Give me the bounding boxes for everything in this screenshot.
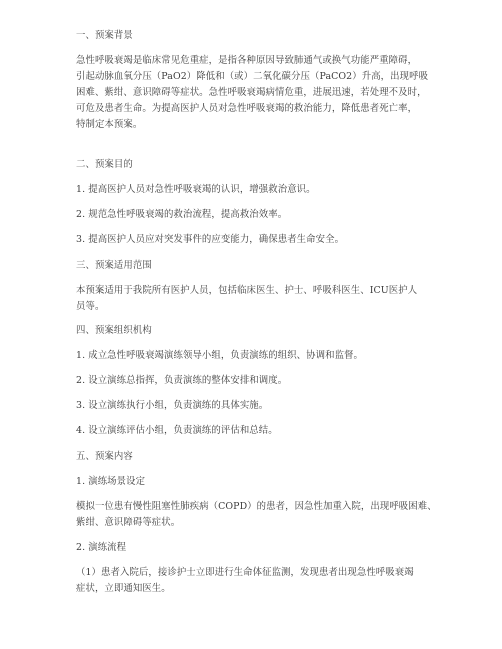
- section-heading-organization: 四、预案组织机构: [76, 325, 152, 336]
- purpose-item: 2. 规范急性呼吸衰竭的救治流程，提高救治效率。: [76, 209, 288, 220]
- paragraph-line: 员等。: [76, 301, 105, 312]
- organization-item: 4. 设立演练评估小组，负责演练的评估和总结。: [76, 425, 278, 436]
- section-heading-scope: 三、预案适用范围: [76, 260, 152, 271]
- paragraph-line: 引起动脉血氧分压（PaO2）降低和（或）二氧化碳分压（PaCO2）升高，出现呼吸: [76, 71, 429, 82]
- section-heading-background: 一、预案背景: [76, 30, 133, 41]
- background-paragraph: [76, 53, 428, 133]
- section-heading-purpose: 二、预案目的: [76, 159, 133, 170]
- paragraph-line: 症状，立即通知医生。: [76, 583, 171, 594]
- content-subheading-flow: 2. 演练流程: [76, 542, 127, 553]
- paragraph-line: 本预案适用于我院所有医护人员，包括临床医生、护士、呼吸科医生、ICU医护人: [76, 285, 418, 296]
- content-subheading-scenario: 1. 演练场景设定: [76, 476, 146, 487]
- scenario-paragraph: [76, 499, 437, 531]
- paragraph-line: 特制定本预案。: [76, 119, 143, 130]
- scope-paragraph: [76, 283, 417, 315]
- organization-item: 1. 成立急性呼吸衰竭演练领导小组，负责演练的组织、协调和监督。: [76, 350, 364, 361]
- paragraph-line: 可危及患者生命。为提高医护人员对急性呼吸衰竭的救治能力，降低患者死亡率，: [76, 103, 418, 114]
- paragraph-line: 模拟一位患有慢性阻塞性肺疾病（COPD）的患者，因急性加重入院，出现呼吸困难、: [76, 501, 437, 512]
- purpose-item: 1. 提高医护人员对急性呼吸衰竭的认识，增强救治意识。: [76, 184, 316, 195]
- paragraph-line: 困难、紫绀、意识障碍等症状。急性呼吸衰竭病情危重，进展迅速，若处理不及时，: [76, 87, 427, 98]
- paragraph-line: （1）患者入院后，接诊护士立即进行生命体征监测，发现患者出现急性呼吸衰竭: [76, 567, 414, 578]
- paragraph-line: 急性呼吸衰竭是临床常见危重症，是指各种原因导致肺通气或换气功能严重障碍，: [76, 55, 418, 66]
- section-heading-content: 五、预案内容: [76, 451, 133, 462]
- organization-item: 2. 设立演练总指挥，负责演练的整体安排和调度。: [76, 375, 288, 386]
- organization-item: 3. 设立演练执行小组，负责演练的具体实施。: [76, 400, 269, 411]
- paragraph-line: 紫绀、意识障碍等症状。: [76, 517, 181, 528]
- flow-paragraph: [76, 565, 414, 597]
- purpose-item: 3. 提高医护人员应对突发事件的应变能力，确保患者生命安全。: [76, 234, 345, 245]
